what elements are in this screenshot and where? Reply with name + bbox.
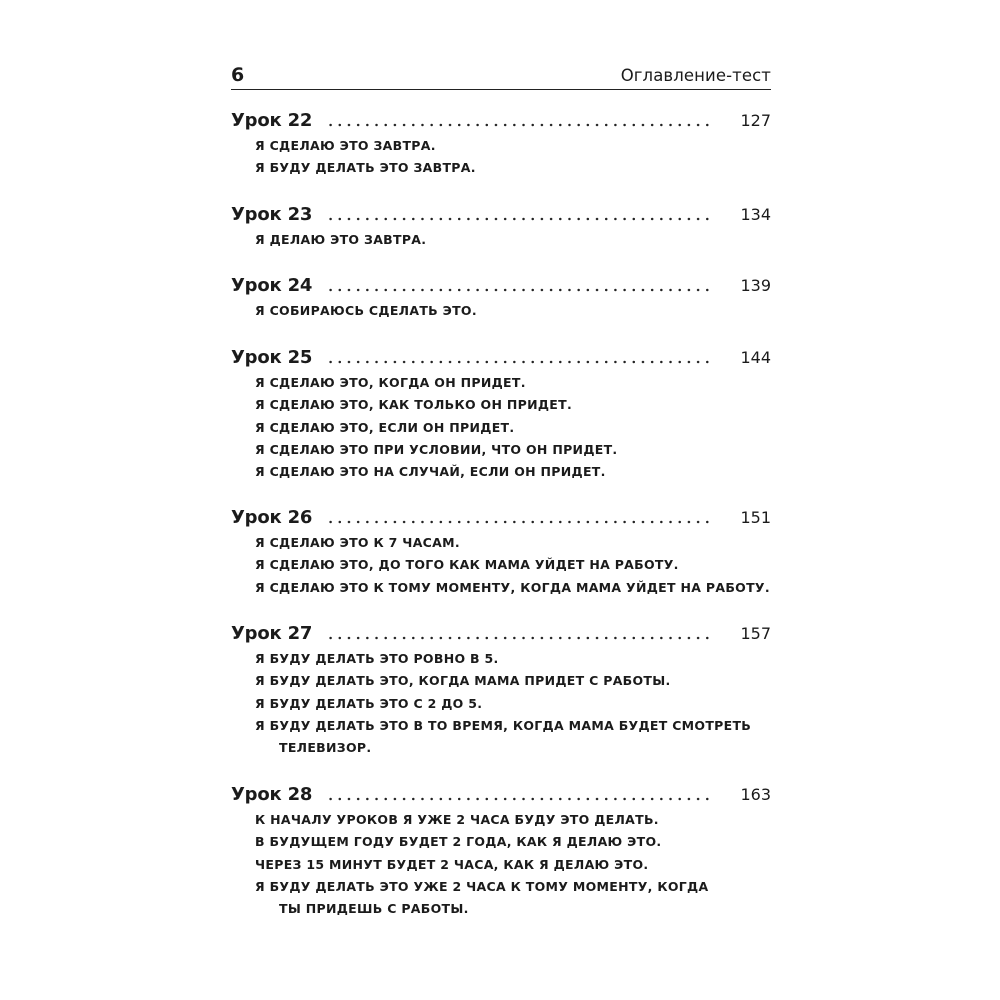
phrase-list: [231, 648, 771, 759]
phrase-list: [231, 300, 771, 322]
page-reference: 163: [740, 785, 771, 804]
phrase-list: [231, 135, 771, 180]
page-reference: 134: [740, 205, 771, 224]
page-header: [231, 62, 771, 90]
phrase: Я БУДУ ДЕЛАТЬ ЭТО, КОГДА МАМА ПРИДЕТ С РАБОТЫ.: [255, 673, 671, 689]
phrase-continuation: ТЕЛЕВИЗОР.: [279, 740, 372, 756]
phrase: Я СДЕЛАЮ ЭТО, КОГДА ОН ПРИДЕТ.: [255, 375, 526, 390]
lesson-title: Урок 25: [231, 347, 313, 368]
entry-heading: [231, 275, 771, 299]
entry-heading: [231, 507, 771, 531]
phrase: Я ДЕЛАЮ ЭТО ЗАВТРА.: [255, 232, 427, 247]
phrase-list: [231, 229, 771, 251]
toc-entry-lesson-27: [231, 623, 771, 759]
entry-heading: [231, 623, 771, 647]
dot-leader: [326, 512, 713, 524]
entry-heading: [231, 110, 771, 134]
page-reference: 157: [740, 624, 771, 643]
page-reference: 139: [740, 276, 771, 295]
phrase: Я БУДУ ДЕЛАТЬ ЭТО УЖЕ 2 ЧАСА К ТОМУ МОМЕНТУ, КОГДА: [255, 878, 709, 894]
phrase: Я СДЕЛАЮ ЭТО К 7 ЧАСАМ.: [255, 535, 460, 550]
dot-leader: [326, 280, 713, 292]
toc-entry-lesson-28: [231, 784, 771, 920]
phrase: Я СДЕЛАЮ ЭТО, КАК ТОЛЬКО ОН ПРИДЕТ.: [255, 397, 573, 413]
page-reference: 144: [740, 348, 771, 367]
phrase: Я СДЕЛАЮ ЭТО ПРИ УСЛОВИИ, ЧТО ОН ПРИДЕТ.: [255, 441, 618, 457]
page-number: 6: [231, 64, 245, 86]
dot-leader: [326, 789, 713, 801]
phrase-continuation: ТЫ ПРИДЕШЬ С РАБОТЫ.: [279, 901, 469, 917]
phrase-list: [231, 372, 771, 483]
toc-entry-lesson-23: [231, 204, 771, 251]
lesson-title: Урок 22: [231, 110, 313, 131]
phrase: Я БУДУ ДЕЛАТЬ ЭТО В ТО ВРЕМЯ, КОГДА МАМА БУДЕТ СМОТРЕТЬ: [255, 717, 752, 733]
toc-entry-lesson-24: [231, 275, 771, 322]
lesson-title: Урок 24: [231, 275, 313, 296]
phrase: В БУДУЩЕМ ГОДУ БУДЕТ 2 ГОДА, КАК Я ДЕЛАЮ ЭТО.: [255, 834, 662, 850]
phrase: Я СОБИРАЮСЬ СДЕЛАТЬ ЭТО.: [255, 303, 477, 318]
phrase: Я СДЕЛАЮ ЭТО, ЕСЛИ ОН ПРИДЕТ.: [255, 419, 515, 435]
phrase: ЧЕРЕЗ 15 МИНУТ БУДЕТ 2 ЧАСА, КАК Я ДЕЛАЮ ЭТО.: [255, 856, 649, 872]
dot-leader: [326, 115, 713, 127]
phrase-list: [231, 809, 771, 920]
entry-heading: [231, 784, 771, 808]
phrase: Я СДЕЛАЮ ЭТО ЗАВТРА.: [255, 138, 436, 153]
phrase: Я СДЕЛАЮ ЭТО, ДО ТОГО КАК МАМА УЙДЕТ НА РАБОТУ.: [255, 557, 679, 573]
dot-leader: [326, 209, 713, 221]
toc-entry-lesson-26: [231, 507, 771, 599]
entry-heading: [231, 204, 771, 228]
entry-heading: [231, 347, 771, 371]
toc-entry-lesson-22: [231, 110, 771, 180]
dot-leader: [326, 628, 713, 640]
page-reference: 151: [740, 508, 771, 527]
phrase-list: [231, 532, 771, 599]
phrase: Я БУДУ ДЕЛАТЬ ЭТО РОВНО В 5.: [255, 651, 499, 666]
lesson-title: Урок 23: [231, 204, 313, 225]
dot-leader: [326, 352, 713, 364]
phrase: Я СДЕЛАЮ ЭТО К ТОМУ МОМЕНТУ, КОГДА МАМА УЙДЕТ НА РАБОТУ.: [255, 579, 770, 595]
lesson-title: Урок 27: [231, 623, 313, 644]
phrase: Я БУДУ ДЕЛАТЬ ЭТО ЗАВТРА.: [255, 160, 476, 176]
phrase: Я СДЕЛАЮ ЭТО НА СЛУЧАЙ, ЕСЛИ ОН ПРИДЕТ.: [255, 464, 606, 480]
phrase: Я БУДУ ДЕЛАТЬ ЭТО С 2 ДО 5.: [255, 695, 483, 711]
toc-entry-lesson-25: [231, 347, 771, 483]
lesson-title: Урок 28: [231, 784, 313, 805]
lesson-title: Урок 26: [231, 507, 313, 528]
phrase: К НАЧАЛУ УРОКОВ Я УЖЕ 2 ЧАСА БУДУ ЭТО ДЕЛАТЬ.: [255, 812, 659, 827]
running-head: Оглавление-тест: [620, 66, 771, 85]
page-reference: 127: [740, 111, 771, 130]
